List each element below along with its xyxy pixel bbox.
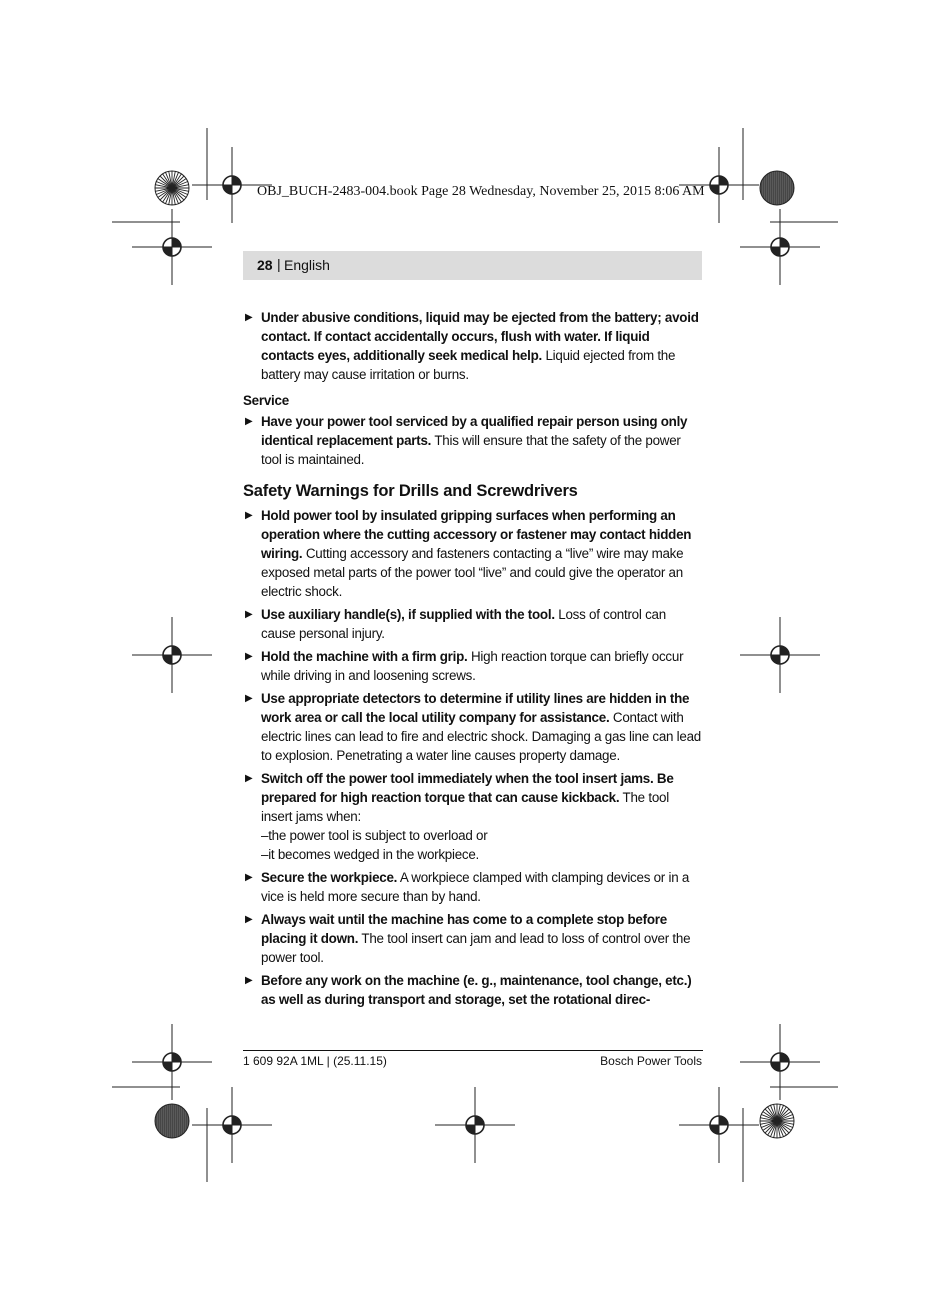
- registration-mark-icon: [740, 617, 820, 693]
- page-content: [243, 308, 703, 1013]
- triangle-bullet-icon: ▶: [245, 312, 253, 323]
- warning-text: This will ensure that the safety of the power tool is maintained.: [261, 433, 681, 467]
- triangle-bullet-icon: ▶: [245, 773, 253, 784]
- warning-bold-text: Switch off the power tool immediately when the tool insert jams. Be prepared for high reaction torque that can cause kickback.: [261, 771, 674, 805]
- registration-mark-icon: [192, 1087, 272, 1163]
- service-heading: Service: [243, 393, 289, 408]
- warning-text: Contact with electric lines can lead to fire and electric shock. Damaging a gas line can lead to explosion. Penetrating a water line causes property damage.: [261, 710, 701, 763]
- list-item: [243, 647, 703, 685]
- list-item: [243, 605, 703, 643]
- list-item: [243, 689, 703, 765]
- list-item: [243, 412, 703, 469]
- list-item: [243, 506, 703, 601]
- registration-mark-icon: [132, 617, 212, 693]
- warning-bold-text: Before any work on the machine (e. g., maintenance, tool change, etc.) as well as during transport and storage, set the rotational direc-: [261, 973, 692, 1007]
- warning-bold-text: Use appropriate detectors to determine if utility lines are hidden in the work area or call the local utility company for assistance.: [261, 691, 690, 725]
- warning-text: The tool insert can jam and lead to loss of control over the power tool.: [261, 931, 691, 965]
- warning-text: Loss of control can cause personal injury.: [261, 607, 666, 641]
- list-item: [243, 769, 703, 864]
- density-disc-icon: [155, 1104, 189, 1138]
- registration-mark-icon: [435, 1087, 515, 1163]
- triangle-bullet-icon: ▶: [245, 510, 253, 521]
- slug-line: OBJ_BUCH-2483-004.book Page 28 Wednesday, November 25, 2015 8:06 AM: [257, 184, 705, 199]
- warning-bold-text: Secure the workpiece.: [261, 870, 398, 885]
- footer-rule: [243, 1050, 703, 1051]
- triangle-bullet-icon: ▶: [245, 975, 253, 986]
- header-language: English: [284, 257, 330, 273]
- dash-item: –the power tool is subject to overload or: [261, 828, 488, 843]
- list-item: [243, 308, 703, 384]
- warning-text: A workpiece clamped with clamping devices or in a vice is held more secure than by hand.: [261, 870, 690, 904]
- triangle-bullet-icon: ▶: [245, 651, 253, 662]
- registration-mark-icon: [679, 1087, 759, 1163]
- footer-brand: Bosch Power Tools: [600, 1054, 702, 1068]
- starburst-icon: [155, 171, 189, 205]
- triangle-bullet-icon: ▶: [245, 416, 253, 427]
- warning-text: The tool insert jams when:: [261, 790, 669, 824]
- triangle-bullet-icon: ▶: [245, 914, 253, 925]
- page-header: [243, 251, 702, 280]
- warning-text: High reaction torque can briefly occur while driving in and loosening screws.: [261, 649, 684, 683]
- list-item: [243, 868, 703, 906]
- registration-mark-icon: [132, 1024, 212, 1100]
- triangle-bullet-icon: ▶: [245, 693, 253, 704]
- density-disc-icon: [760, 171, 794, 205]
- header-separator: |: [277, 256, 281, 272]
- warning-text: Cutting accessory and fasteners contacting a “live” wire may make exposed metal parts of the power tool “live” and could give the operator an electric shock.: [261, 546, 684, 599]
- dash-item: –it becomes wedged in the workpiece.: [261, 847, 480, 862]
- warning-bold-text: Always wait until the machine has come to a complete stop before placing it down.: [261, 912, 667, 946]
- list-item: [243, 910, 703, 967]
- triangle-bullet-icon: ▶: [245, 872, 253, 883]
- registration-mark-icon: [740, 1024, 820, 1100]
- triangle-bullet-icon: ▶: [245, 609, 253, 620]
- warning-bold-text: Hold the machine with a firm grip.: [261, 649, 468, 664]
- page-number: 28: [257, 257, 273, 273]
- list-item: [243, 971, 703, 1009]
- warning-bold-text: Under abusive conditions, liquid may be ejected from the battery; avoid contact. If contact accidentally occurs, flush with water. If liquid contacts eyes, additionally seek medical help.: [261, 310, 699, 363]
- warning-bold-text: Use auxiliary handle(s), if supplied with the tool.: [261, 607, 555, 622]
- footer-doc-number: 1 609 92A 1ML | (25.11.15): [243, 1054, 387, 1068]
- warning-bold-text: Hold power tool by insulated gripping surfaces when performing an operation where the cutting accessory or fastener may contact hidden wiring.: [261, 508, 692, 561]
- warning-bold-text: Have your power tool serviced by a qualified repair person using only identical replacement parts.: [261, 414, 688, 448]
- section-heading: Safety Warnings for Drills and Screwdrivers: [243, 482, 578, 500]
- registration-mark-icon: [740, 209, 820, 285]
- registration-mark-icon: [132, 209, 212, 285]
- warning-text: Liquid ejected from the battery may cause irritation or burns.: [261, 348, 676, 382]
- starburst-icon: [760, 1104, 794, 1138]
